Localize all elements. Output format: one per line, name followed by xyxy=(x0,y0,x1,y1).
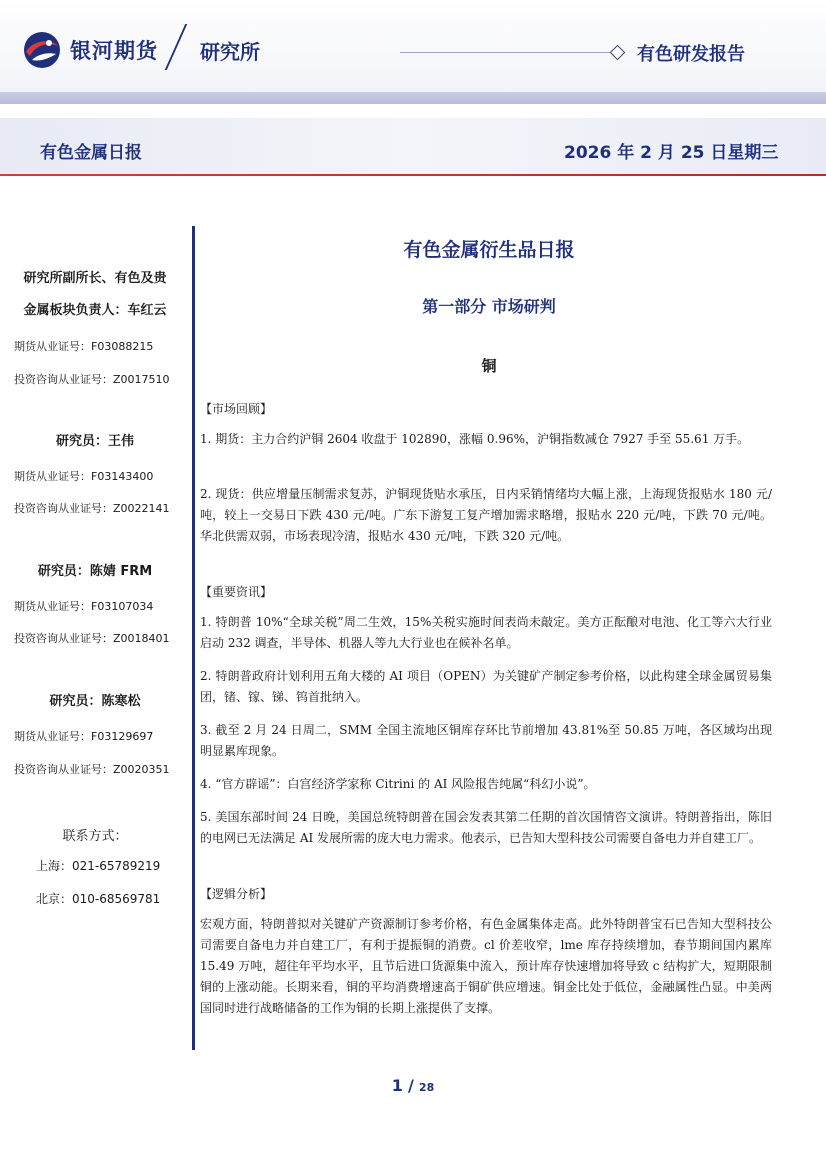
page-number xyxy=(0,1076,826,1095)
header-decor-line xyxy=(400,52,610,53)
section-key-news: 【重要资讯】 xyxy=(200,585,273,599)
sidebar-divider xyxy=(192,226,195,1050)
news-paragraph: 3. 截至 2 月 24 日周二，SMM 全国主流地区铜库存环比节前增加 43.81%至 50.85 万吨，各区域均出现明显累库现象。 xyxy=(200,723,772,758)
futures-license: 期货从业证号：F03129697 xyxy=(14,730,154,743)
advisory-license: 投资咨询从业证号：Z0020351 xyxy=(14,763,170,776)
advisory-license: 投资咨询从业证号：Z0022141 xyxy=(14,502,170,515)
news-paragraph: 5. 美国东部时间 24 日晚，美国总统特朗普在国会发表其第二任期的首次国情咨文演讲。特朗普指出，陈旧的电网已无法满足 AI 发展所需的庞大电力需求。他表示，已告知大型科技公司需要自备电力并自建工厂。 xyxy=(200,810,772,845)
section-market-review: 【市场回顾】 xyxy=(200,402,273,416)
analyst-head-line2: 金属板块负责人：车红云 xyxy=(23,303,167,318)
total-pages: 28 xyxy=(418,1081,435,1094)
section-logic-analysis: 【逻辑分析】 xyxy=(200,887,273,901)
subheader-red-line xyxy=(0,174,826,176)
report-type: 有色研发报告 xyxy=(637,44,745,65)
report-title: 有色金属衍生品日报 xyxy=(403,239,575,261)
futures-license: 期货从业证号：F03088215 xyxy=(14,340,154,353)
part-heading: 第一部分 市场研判 xyxy=(422,297,556,316)
beijing-phone: 北京：010-68569781 xyxy=(36,892,161,906)
contact-title: 联系方式： xyxy=(62,829,128,844)
page-separator: / xyxy=(407,1076,414,1095)
news-paragraph: 1. 特朗普 10%“全球关税”周二生效，15%关税实施时间表尚未敲定。美方正酝酿对电池、化工等六大行业启动 232 调查，半导体、机器人等九大行业也在候补名单。 xyxy=(200,615,772,650)
metal-heading: 铜 xyxy=(481,357,497,375)
company-name: 银河期货 xyxy=(70,39,158,63)
news-paragraph: 4. “官方辟谣”：白宫经济学家称 Citrini 的 AI 风险报告纯属“科幻小说”。 xyxy=(200,777,596,791)
futures-license: 期货从业证号：F03143400 xyxy=(14,470,154,483)
company-logo xyxy=(22,30,158,70)
advisory-license: 投资咨询从业证号：Z0017510 xyxy=(14,373,170,386)
logic-paragraph: 宏观方面，特朗普拟对关键矿产资源制订参考价格，有色金属集体走高。此外特朗普宝石已告知大型科技公司需要自备电力并自建工厂，有利于提振铜的消费。cl 价差收窄，lme 库存持续增加，春节期间国内累库 15.49 万吨，超往年平均水平，且节后进口货源集中流入，预计库存快速增加将导致 c 结构扩大，短期限制铜的上涨动能。长期来看，铜的平均消费增速高于铜矿供应增速。铜金比处于低位，金融属性凸显。中美两国同时进行战略储备的工作为铜的长期上涨提供了支撑。 xyxy=(200,917,772,1015)
analyst-name: 研究员：陈婧 FRM xyxy=(37,564,153,579)
daily-report-label: 有色金属日报 xyxy=(40,143,142,163)
shanghai-phone: 上海：021-65789219 xyxy=(36,859,161,873)
institute-name: 研究所 xyxy=(200,40,260,64)
news-paragraph: 2. 特朗普政府计划利用五角大楼的 AI 项目（OPEN）为关键矿产制定参考价格，以此构建全球金属贸易集团，锗、镓、锑、钨首批纳入。 xyxy=(200,669,772,704)
review-paragraph: 1. 期货：主力合约沪铜 2604 收盘于 102890，涨幅 0.96%，沪铜指数减仓 7927 手至 55.61 万手。 xyxy=(200,432,750,446)
analyst-name: 研究员：陈寒松 xyxy=(49,694,141,709)
report-date: 2026 年 2 月 25 日星期三 xyxy=(564,143,779,163)
galaxy-logo-icon xyxy=(22,30,62,70)
futures-license: 期货从业证号：F03107034 xyxy=(14,600,154,613)
advisory-license: 投资咨询从业证号：Z0018401 xyxy=(14,632,170,645)
header-strip xyxy=(0,92,826,104)
review-paragraph: 2. 现货：供应增量压制需求复苏，沪铜现货贴水承压，日内采销情绪均大幅上涨，上海现货报贴水 180 元/吨，较上一交易日下跌 430 元/吨。广东下游复工复产增加需求略增，报贴水 220 元/吨，下跌 70 元/吨。华北供需双弱，市场表现冷清，报贴水 430 元/吨，下跌 320 元/吨。 xyxy=(200,487,772,543)
current-page: 1 xyxy=(391,1076,403,1095)
analyst-head-line1: 研究所副所长、有色及贵 xyxy=(23,271,167,286)
analyst-name: 研究员：王伟 xyxy=(55,434,134,449)
